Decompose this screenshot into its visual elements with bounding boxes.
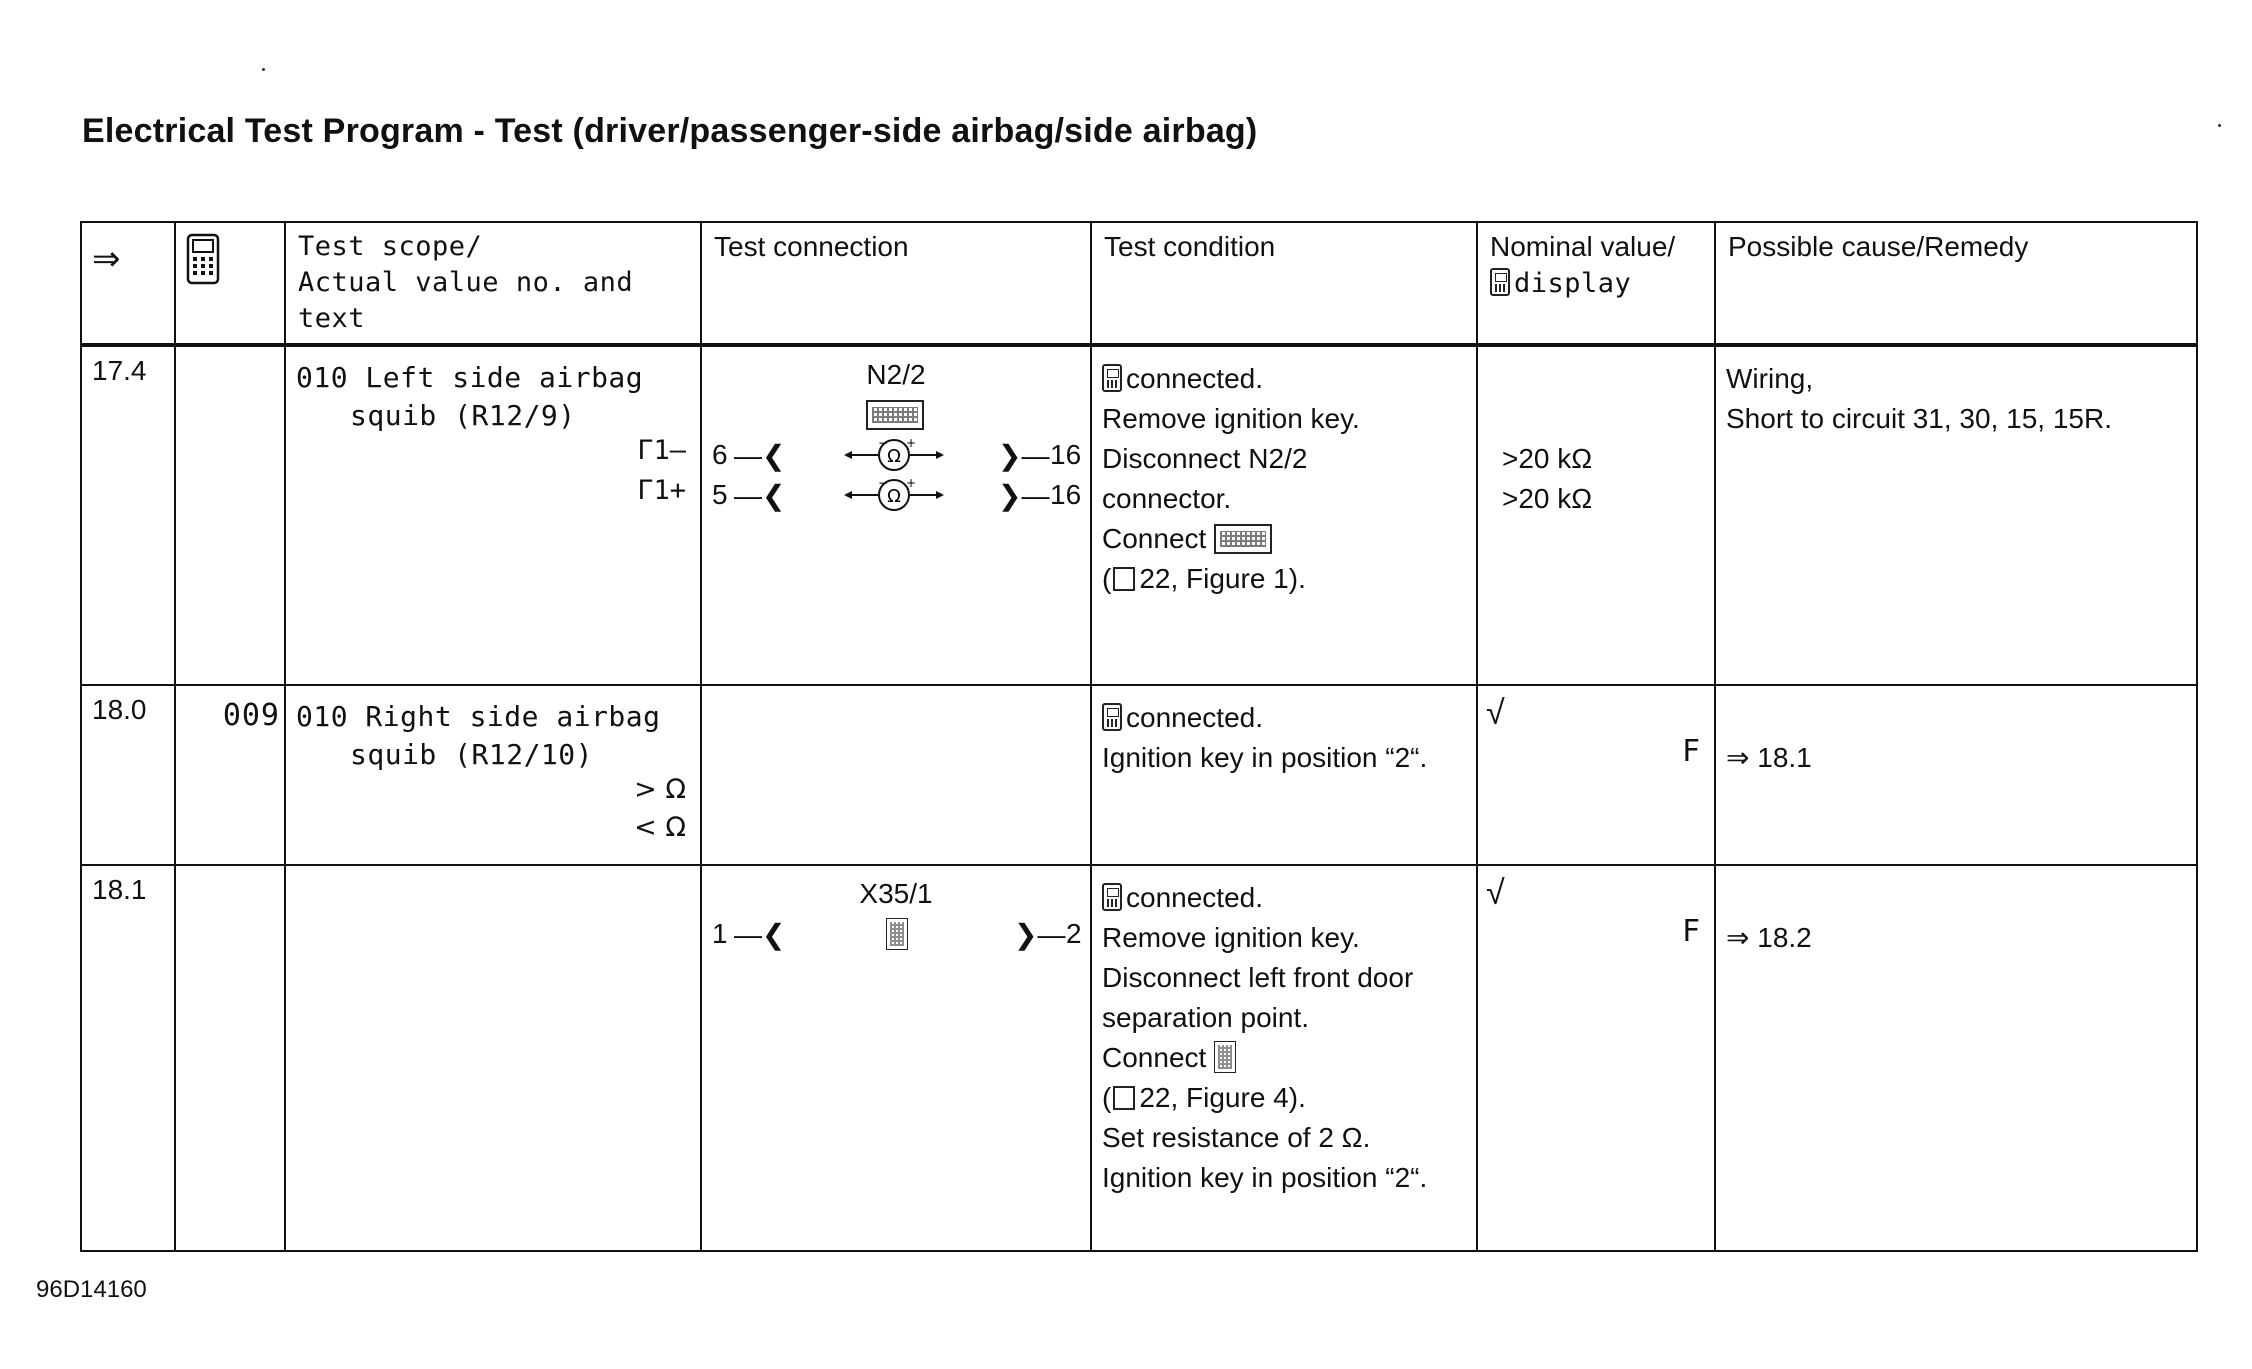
pin-left: 6 <box>712 439 728 470</box>
table-header-row <box>81 222 2197 345</box>
scope-cell: 010 Left side airbag squib (R12/9) Γ1– Γ1+ <box>285 345 701 685</box>
connection-cell <box>701 345 1091 685</box>
cause-cell: ⇒ 18.2 <box>1715 865 2197 1251</box>
test-table <box>80 221 2198 1252</box>
header-test-condition: Test condition <box>1091 222 1477 345</box>
probe-right-icon: ❯— <box>998 480 1050 511</box>
check-mark: √ <box>1486 694 1505 732</box>
svg-text:Ω: Ω <box>887 446 901 467</box>
probe-left-icon: —❮ <box>734 480 786 511</box>
header-arrow: ⇒ <box>81 222 175 345</box>
stray-dot <box>2218 124 2221 127</box>
scope-cell: 010 Right side airbag squib (R12/10) > Ω < Ω <box>285 685 701 865</box>
reference-square-icon <box>1113 1086 1135 1110</box>
connection-cell <box>701 865 1091 1251</box>
step-cell: 18.0 <box>81 685 175 865</box>
meter-minus-symbol: Γ1– <box>637 435 686 466</box>
header-test-connection: Test connection <box>701 222 1091 345</box>
diagnostic-tester-icon <box>186 233 220 285</box>
condition-cell: connected. Remove ignition key. Disconnect left front door separation point. Connect ( 22, Figure 4). Set resistance of 2 Ω. Ignition key in position “2“. <box>1091 865 1477 1251</box>
svg-text:Ω: Ω <box>887 486 901 507</box>
pin-right: 2 <box>1066 918 1082 949</box>
diagnostic-tester-icon <box>1102 883 1122 911</box>
ohmmeter-icon <box>842 437 946 473</box>
svg-text:+: + <box>906 437 917 450</box>
page-title: Electrical Test Program - Test (driver/passenger-side airbag/side airbag) <box>82 112 1258 150</box>
header-tester <box>175 222 285 345</box>
connector-label: X35/1 <box>859 878 933 909</box>
svg-text:−: − <box>878 437 889 450</box>
condition-cell: connected. Remove ignition key. Disconnect N2/2 connector. Connect ( 22, Figure 1). <box>1091 345 1477 685</box>
nominal-cell <box>1477 685 1715 865</box>
step-cell: 17.4 <box>81 345 175 685</box>
header-nominal-value: Nominal value/ display <box>1477 222 1715 345</box>
nominal-cell: >20 kΩ >20 kΩ <box>1477 345 1715 685</box>
header-test-scope: Test scope/ Actual value no. and text <box>285 222 701 345</box>
table-row <box>81 865 2197 1251</box>
condition-cell: connected. Ignition key in position “2“. <box>1091 685 1477 865</box>
actual-value-code: 009 <box>222 698 280 733</box>
header-possible-cause: Possible cause/Remedy <box>1715 222 2197 345</box>
reference-square-icon <box>1113 567 1135 591</box>
probe-right-icon: ❯— <box>998 440 1050 471</box>
fault-indicator: F <box>1681 914 1700 949</box>
check-mark: √ <box>1486 874 1505 912</box>
connection-cell <box>701 685 1091 865</box>
code-cell <box>175 345 285 685</box>
diagnostic-tester-icon <box>1102 703 1122 731</box>
cause-cell: ⇒ 18.1 <box>1715 685 2197 865</box>
meter-plus-symbol: Γ1+ <box>637 475 686 506</box>
nominal-cell <box>1477 865 1715 1251</box>
test-adapter-box-icon <box>886 918 908 950</box>
stray-dot <box>262 68 265 71</box>
table-row <box>81 345 2197 685</box>
code-cell <box>175 685 285 865</box>
test-adapter-box-icon <box>1214 1041 1236 1073</box>
svg-text:−: − <box>878 477 889 490</box>
greater-ohm-symbol: > Ω <box>634 774 686 805</box>
step-cell: 18.1 <box>81 865 175 1251</box>
probe-left-icon: —❮ <box>734 919 786 950</box>
pin-left: 5 <box>712 479 728 510</box>
cause-cell: Wiring, Short to circuit 31, 30, 15, 15R. <box>1715 345 2197 685</box>
probe-right-icon: ❯— <box>1014 919 1066 950</box>
code-cell <box>175 865 285 1251</box>
ohmmeter-icon <box>842 477 946 513</box>
pin-left: 1 <box>712 918 728 949</box>
pin-right: 16 <box>1050 479 1082 510</box>
fault-indicator: F <box>1681 734 1700 769</box>
pin-right: 16 <box>1050 439 1082 470</box>
test-adapter-box-icon <box>866 400 924 430</box>
table-row <box>81 685 2197 865</box>
diagnostic-tester-icon <box>1490 268 1510 296</box>
probe-left-icon: —❮ <box>734 440 786 471</box>
less-ohm-symbol: < Ω <box>634 812 686 843</box>
scope-cell <box>285 865 701 1251</box>
test-adapter-box-icon <box>1214 524 1272 554</box>
diagnostic-tester-icon <box>1102 364 1122 392</box>
document-id: 96D14160 <box>36 1276 147 1303</box>
svg-text:+: + <box>906 477 917 490</box>
connector-label: N2/2 <box>866 359 926 390</box>
